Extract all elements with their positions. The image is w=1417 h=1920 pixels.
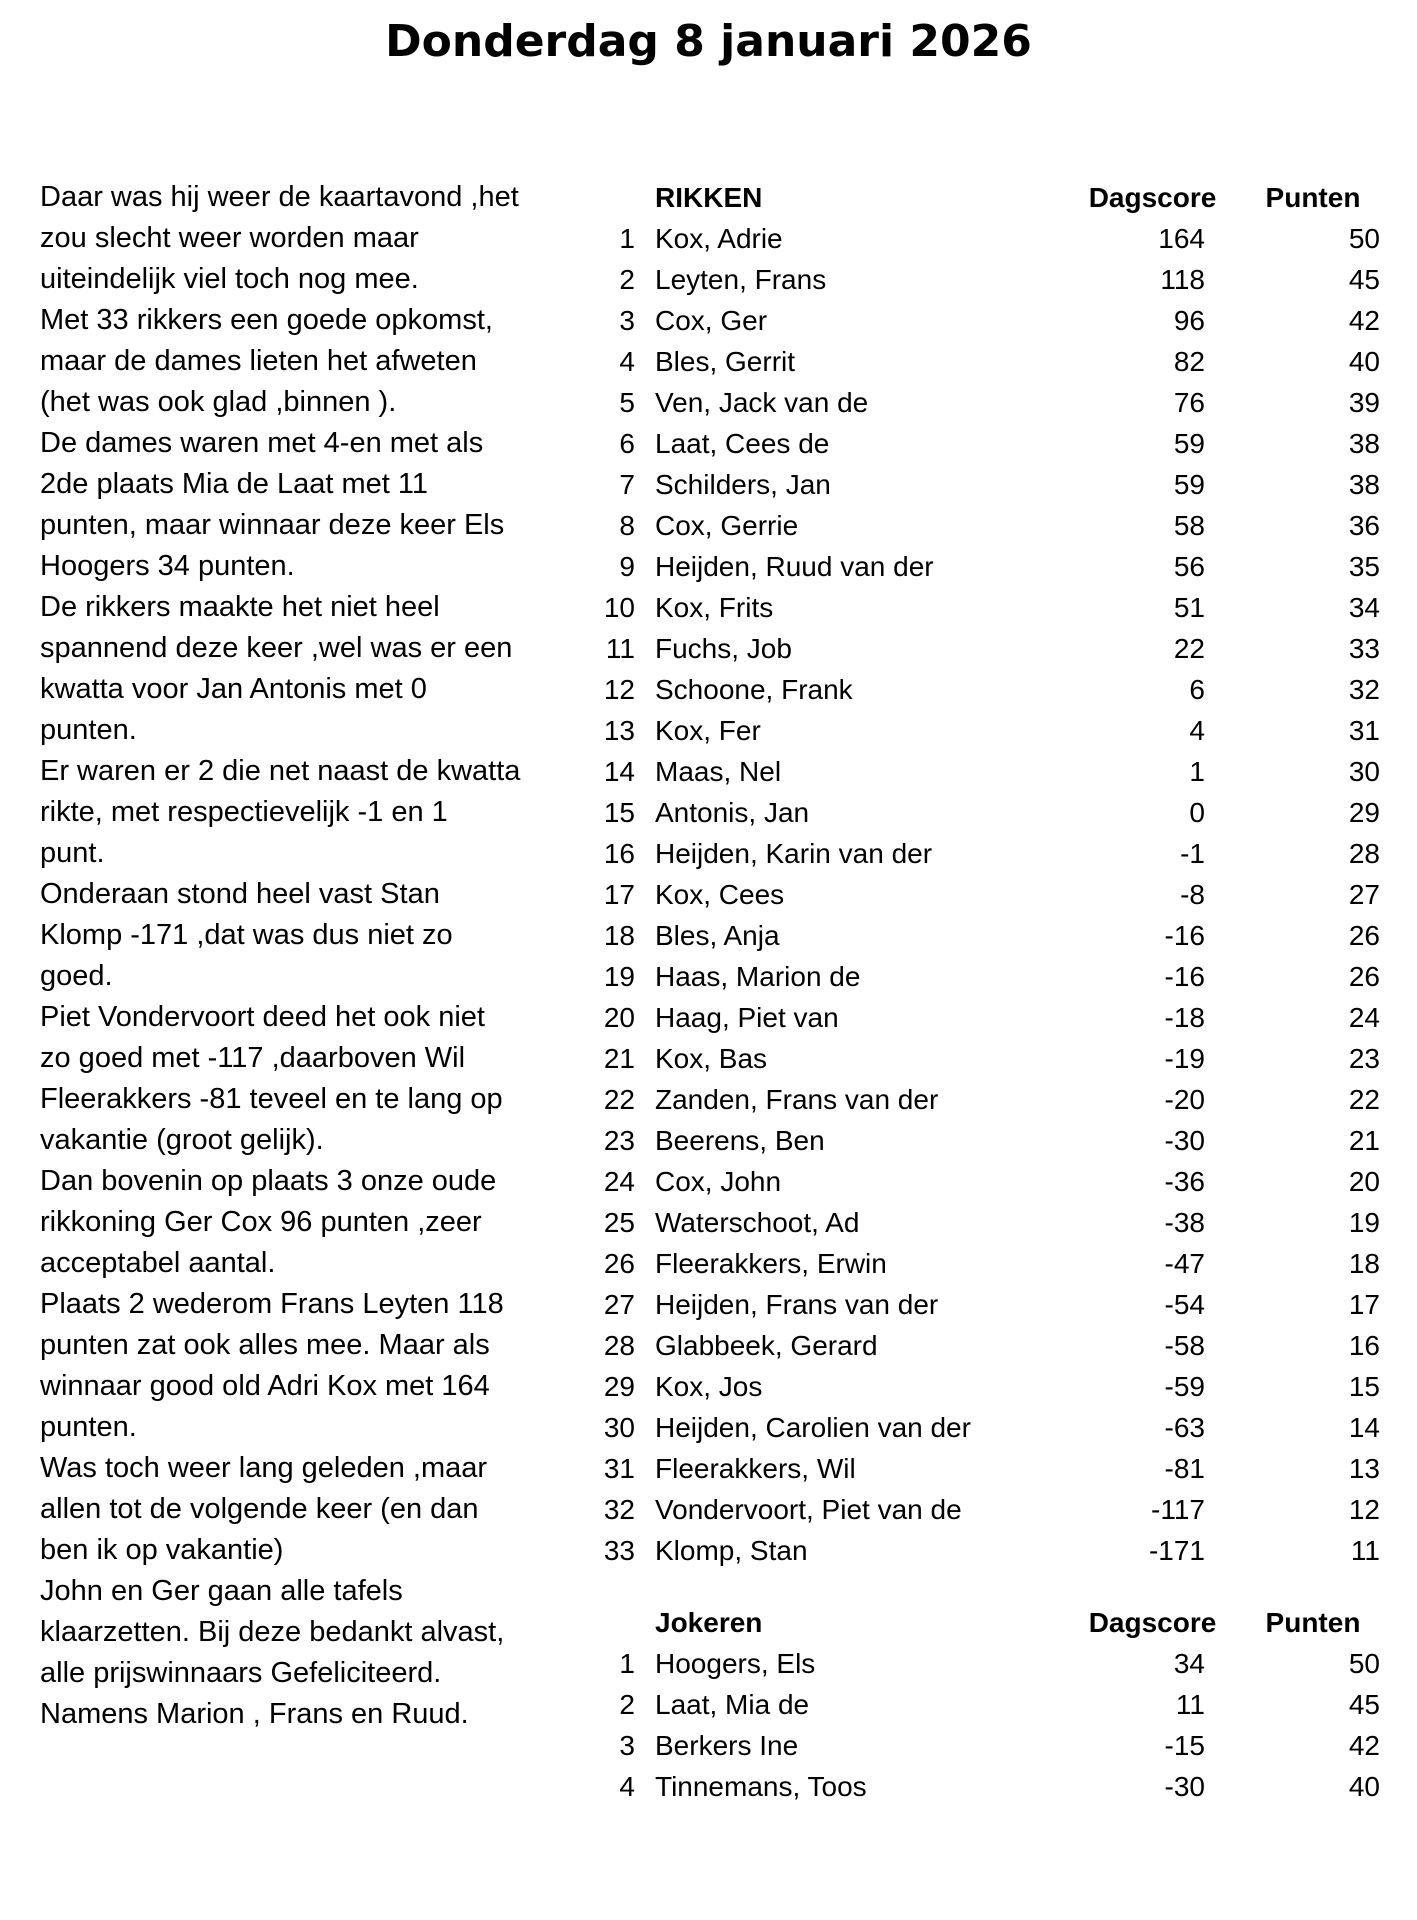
- story-line: alle prijswinnaars Gefeliciteerd.: [40, 1657, 442, 1689]
- rikken-punten-cell: 32: [1348, 674, 1380, 705]
- rikken-dagscore-cell: -30: [1164, 1125, 1205, 1156]
- story-line: rikkoning Ger Cox 96 punten ,zeer: [40, 1206, 482, 1238]
- rikken-punten-cell: 29: [1348, 797, 1380, 828]
- rikken-rank-cell: 6: [619, 428, 635, 459]
- rikken-rank-cell: 24: [603, 1166, 635, 1197]
- rikken-dagscore-cell: 164: [1158, 223, 1205, 254]
- rikken-punten-cell: 23: [1348, 1043, 1380, 1074]
- rikken-punten-cell: 24: [1348, 1002, 1380, 1033]
- rikken-dagscore-cell: -171: [1148, 1535, 1205, 1566]
- table-row: [590, 1120, 1380, 1161]
- rikken-rank-cell: 31: [603, 1453, 635, 1484]
- rikken-punten-cell: 17: [1348, 1289, 1380, 1320]
- jokeren-rank-cell: 3: [619, 1730, 635, 1761]
- rikken-punten-cell: 19: [1348, 1207, 1380, 1238]
- rikken-dagscore-cell: 59: [1173, 469, 1205, 500]
- story-line: zou slecht weer worden maar: [40, 222, 419, 254]
- story-line: Met 33 rikkers een goede opkomst,: [40, 304, 493, 336]
- table-row: [590, 1038, 1380, 1079]
- story-line: spannend deze keer ,wel was er een: [40, 632, 513, 664]
- table-row: [590, 915, 1380, 956]
- rikken-rank-cell: 2: [619, 264, 635, 295]
- rikken-dagscore-cell: -18: [1164, 1002, 1205, 1033]
- rikken-punten-cell: 26: [1348, 920, 1380, 951]
- rikken-dagscore-cell: 76: [1173, 387, 1205, 418]
- table-row: [590, 300, 1380, 341]
- story-line: De dames waren met 4-en met als: [40, 427, 484, 459]
- rikken-punten-cell: 30: [1348, 756, 1380, 787]
- rikken-header-row: [590, 177, 1380, 218]
- rikken-rank-cell: 25: [603, 1207, 635, 1238]
- jokeren-header-row: [590, 1602, 1380, 1643]
- table-row: [590, 546, 1380, 587]
- rikken-dagscore-cell: 59: [1173, 428, 1205, 459]
- rikken-name-cell: Kox, Jos: [655, 1371, 763, 1402]
- jokeren-punten-cell: 50: [1348, 1648, 1380, 1679]
- table-row: [590, 628, 1380, 669]
- rikken-dagscore-cell: 1: [1189, 756, 1205, 787]
- rikken-dagscore-cell: 6: [1189, 674, 1205, 705]
- rikken-name-cell: Kox, Bas: [655, 1043, 768, 1074]
- rikken-punten-cell: 35: [1348, 551, 1380, 582]
- story-line: kwatta voor Jan Antonis met 0: [40, 673, 427, 705]
- table-row: [590, 587, 1380, 628]
- table-row: [590, 792, 1380, 833]
- story-line: goed.: [40, 960, 113, 992]
- rikken-rank-cell: 27: [603, 1289, 635, 1320]
- table-row: [590, 997, 1380, 1038]
- rikken-punten-cell: 28: [1348, 838, 1380, 869]
- table-row: [590, 1448, 1380, 1489]
- rikken-dagscore-cell: 0: [1189, 797, 1205, 828]
- table-row: [590, 751, 1380, 792]
- story-line: acceptabel aantal.: [40, 1247, 276, 1279]
- rikken-name-cell: Schilders, Jan: [655, 469, 831, 500]
- story-line: uiteindelijk viel toch nog mee.: [40, 263, 419, 295]
- story-line: punten.: [40, 1411, 137, 1443]
- table-row: [590, 1079, 1380, 1120]
- rikken-dagscore-cell: -47: [1164, 1248, 1205, 1279]
- rikken-name-cell: Heijden, Karin van der: [655, 838, 933, 869]
- rikken-punten-cell: 13: [1348, 1453, 1380, 1484]
- table-row: [590, 1643, 1380, 1684]
- rikken-dagscore-cell: 96: [1173, 305, 1205, 336]
- rikken-punten-cell: 15: [1348, 1371, 1380, 1402]
- rikken-rank-cell: 33: [603, 1535, 635, 1566]
- story-line: zo goed met -117 ,daarboven Wil: [40, 1042, 466, 1074]
- rikken-name-cell: Heijden, Carolien van der: [655, 1412, 971, 1443]
- story-line: vakantie (groot gelijk).: [40, 1124, 324, 1156]
- rikken-punten-cell: 50: [1348, 223, 1380, 254]
- rikken-punten-cell: 14: [1348, 1412, 1380, 1443]
- story-line: Hoogers 34 punten.: [40, 550, 295, 582]
- rikken-name-cell: Heijden, Ruud van der: [655, 551, 934, 582]
- rikken-punten-cell: 18: [1348, 1248, 1380, 1279]
- rikken-punten-cell: 26: [1348, 961, 1380, 992]
- rikken-name-cell: Vondervoort, Piet van de: [655, 1494, 962, 1525]
- rikken-rank-cell: 11: [605, 633, 635, 664]
- rikken-name-cell: Glabbeek, Gerard: [655, 1330, 878, 1361]
- rikken-rank-cell: 19: [603, 961, 635, 992]
- jokeren-name-cell: Berkers Ine: [655, 1730, 799, 1761]
- rikken-dagscore-cell: -1: [1180, 838, 1205, 869]
- rikken-punten-cell: 20: [1348, 1166, 1380, 1197]
- table-row: [590, 1366, 1380, 1407]
- story-line: Was toch weer lang geleden ,maar: [40, 1452, 488, 1484]
- rikken-rank-cell: 15: [603, 797, 635, 828]
- rikken-punten-cell: 11: [1350, 1535, 1380, 1566]
- table-row: [590, 1489, 1380, 1530]
- rikken-punten-cell: 36: [1348, 510, 1380, 541]
- page-title: Donderdag 8 januari 2026: [385, 16, 1032, 67]
- jokeren-name-cell: Hoogers, Els: [655, 1648, 816, 1679]
- table-row: [590, 1407, 1380, 1448]
- rikken-rank-cell: 12: [603, 674, 635, 705]
- rikken-name-cell: Kox, Cees: [655, 879, 785, 910]
- rikken-rank-cell: 7: [619, 469, 635, 500]
- jokeren-punten-cell: 45: [1348, 1689, 1380, 1720]
- story-line: De rikkers maakte het niet heel: [40, 591, 440, 623]
- jokeren-rank-cell: 2: [619, 1689, 635, 1720]
- table-row: [590, 423, 1380, 464]
- story-line: punt.: [40, 837, 105, 869]
- table-row: [590, 1530, 1380, 1571]
- story-line: Er waren er 2 die net naast de kwatta: [40, 755, 521, 787]
- rikken-rank-cell: 21: [603, 1043, 635, 1074]
- rikken-name-cell: Haag, Piet van: [655, 1002, 839, 1033]
- rikken-name-cell: Antonis, Jan: [655, 797, 810, 828]
- story-line: rikte, met respectievelijk -1 en 1: [40, 796, 448, 828]
- rikken-rank-cell: 13: [603, 715, 635, 746]
- rikken-dagscore-cell: -38: [1164, 1207, 1205, 1238]
- rikken-name-cell: Fleerakkers, Wil: [655, 1453, 856, 1484]
- story-line: Klomp -171 ,dat was dus niet zo: [40, 919, 453, 951]
- rikken-punten-cell: 31: [1348, 715, 1380, 746]
- rikken-punten-cell: 22: [1348, 1084, 1380, 1115]
- rikken-rank-cell: 5: [619, 387, 635, 418]
- rikken-rank-cell: 3: [619, 305, 635, 336]
- table-row: [590, 1725, 1380, 1766]
- rikken-rank-cell: 22: [603, 1084, 635, 1115]
- rikken-name-cell: Ven, Jack van de: [655, 387, 869, 418]
- rikken-punten-cell: 40: [1348, 346, 1380, 377]
- story-line: allen tot de volgende keer (en dan: [40, 1493, 479, 1525]
- rikken-punten-cell: 45: [1348, 264, 1380, 295]
- rikken-punten-cell: 38: [1348, 428, 1380, 459]
- rikken-punten-cell: 42: [1348, 305, 1380, 336]
- story-line: klaarzetten. Bij deze bedankt alvast,: [40, 1616, 505, 1648]
- jokeren-dagscore-cell: 11: [1175, 1689, 1205, 1720]
- rikken-col-dagscore: Dagscore: [1088, 182, 1217, 213]
- table-row: [590, 1325, 1380, 1366]
- story-line: (het was ook glad ,binnen ).: [40, 386, 397, 418]
- rikken-rank-cell: 18: [603, 920, 635, 951]
- rikken-dagscore-cell: -19: [1164, 1043, 1205, 1074]
- rikken-dagscore-cell: -117: [1151, 1494, 1205, 1525]
- rikken-dagscore-cell: 22: [1173, 633, 1205, 664]
- story-line: maar de dames lieten het afweten: [40, 345, 477, 377]
- rikken-rank-cell: 26: [603, 1248, 635, 1279]
- table-row: [590, 669, 1380, 710]
- rikken-punten-cell: 39: [1348, 387, 1380, 418]
- jokeren-name-cell: Tinnemans, Toos: [655, 1771, 867, 1802]
- rikken-name-cell: Bles, Gerrit: [655, 346, 796, 377]
- rikken-dagscore-cell: -8: [1180, 879, 1205, 910]
- rikken-dagscore-cell: 58: [1173, 510, 1205, 541]
- story-line: Daar was hij weer de kaartavond ,het: [40, 181, 519, 213]
- table-row: [590, 956, 1380, 997]
- rikken-dagscore-cell: -81: [1164, 1453, 1205, 1484]
- rikken-punten-cell: 33: [1348, 633, 1380, 664]
- rikken-punten-cell: 12: [1348, 1494, 1380, 1525]
- story-line: Dan bovenin op plaats 3 onze oude: [40, 1165, 497, 1197]
- rikken-punten-cell: 21: [1348, 1125, 1380, 1156]
- rikken-dagscore-cell: -16: [1164, 961, 1205, 992]
- jokeren-rank-cell: 1: [619, 1648, 635, 1679]
- jokeren-dagscore-cell: -30: [1164, 1771, 1205, 1802]
- rikken-name-cell: Kox, Frits: [655, 592, 774, 623]
- rikken-dagscore-cell: -59: [1164, 1371, 1205, 1402]
- jokeren-punten-cell: 40: [1348, 1771, 1380, 1802]
- rikken-name-cell: Klomp, Stan: [655, 1535, 808, 1566]
- table-row: [590, 259, 1380, 300]
- rikken-punten-cell: 27: [1348, 879, 1380, 910]
- table-row: [590, 1684, 1380, 1725]
- rikken-rank-cell: 20: [603, 1002, 635, 1033]
- jokeren-col-punten: Punten: [1265, 1607, 1361, 1638]
- table-row: [590, 1284, 1380, 1325]
- table-row: [590, 710, 1380, 751]
- rikken-rank-cell: 1: [619, 223, 635, 254]
- rikken-dagscore-cell: -58: [1164, 1330, 1205, 1361]
- story-line: Namens Marion , Frans en Ruud.: [40, 1698, 469, 1730]
- table-row: [590, 341, 1380, 382]
- rikken-rank-cell: 32: [603, 1494, 635, 1525]
- rikken-rank-cell: 4: [619, 346, 635, 377]
- rikken-name-cell: Cox, John: [655, 1166, 782, 1197]
- rikken-dagscore-cell: -20: [1164, 1084, 1205, 1115]
- story-line: Piet Vondervoort deed het ook niet: [40, 1001, 485, 1033]
- rikken-dagscore-cell: 82: [1173, 346, 1205, 377]
- story-line: punten zat ook alles mee. Maar als: [40, 1329, 490, 1361]
- rikken-name-cell: Zanden, Frans van der: [655, 1084, 939, 1115]
- story-line: winnaar good old Adri Kox met 164: [40, 1370, 490, 1402]
- rikken-dagscore-cell: -16: [1164, 920, 1205, 951]
- rikken-rank-cell: 30: [603, 1412, 635, 1443]
- jokeren-col-dagscore: Dagscore: [1088, 1607, 1217, 1638]
- rikken-name-cell: Cox, Ger: [655, 305, 768, 336]
- table-row: [590, 1161, 1380, 1202]
- jokeren-punten-cell: 42: [1348, 1730, 1380, 1761]
- story-line: punten, maar winnaar deze keer Els: [40, 509, 505, 541]
- rikken-punten-cell: 16: [1348, 1330, 1380, 1361]
- rikken-name-cell: Waterschoot, Ad: [655, 1207, 860, 1238]
- rikken-name-cell: Heijden, Frans van der: [655, 1289, 939, 1320]
- rikken-name-cell: Bles, Anja: [655, 920, 780, 951]
- rikken-rank-cell: 16: [603, 838, 635, 869]
- rikken-rank-cell: 10: [603, 592, 635, 623]
- table-row: [590, 218, 1380, 259]
- rikken-rank-cell: 8: [619, 510, 635, 541]
- rikken-name-cell: Beerens, Ben: [655, 1125, 825, 1156]
- rikken-name-cell: Maas, Nel: [655, 756, 782, 787]
- rikken-table: [590, 177, 1380, 1571]
- rikken-rank-cell: 17: [603, 879, 635, 910]
- table-row: [590, 464, 1380, 505]
- table-row: [590, 874, 1380, 915]
- rikken-name-cell: Kox, Adrie: [655, 223, 783, 254]
- rikken-rank-cell: 14: [603, 756, 635, 787]
- story-text: [40, 177, 580, 1735]
- rikken-dagscore-cell: -63: [1164, 1412, 1205, 1443]
- rikken-dagscore-cell: 51: [1173, 592, 1205, 623]
- jokeren-dagscore-cell: -15: [1164, 1730, 1205, 1761]
- rikken-dagscore-cell: -54: [1164, 1289, 1205, 1320]
- story-line: Plaats 2 wederom Frans Leyten 118: [40, 1288, 504, 1320]
- rikken-dagscore-cell: 118: [1160, 264, 1205, 295]
- rikken-rank-cell: 28: [603, 1330, 635, 1361]
- jokeren-dagscore-cell: 34: [1173, 1648, 1205, 1679]
- jokeren-heading: Jokeren: [655, 1607, 763, 1638]
- rikken-rank-cell: 29: [603, 1371, 635, 1402]
- table-row: [590, 1766, 1380, 1807]
- story-line: Fleerakkers -81 teveel en te lang op: [40, 1083, 503, 1115]
- table-row: [590, 1243, 1380, 1284]
- table-row: [590, 505, 1380, 546]
- jokeren-name-cell: Laat, Mia de: [655, 1689, 810, 1720]
- rikken-dagscore-cell: 56: [1173, 551, 1205, 582]
- rikken-dagscore-cell: -36: [1164, 1166, 1205, 1197]
- rikken-punten-cell: 38: [1348, 469, 1380, 500]
- rikken-heading: RIKKEN: [655, 182, 763, 213]
- story-line: 2de plaats Mia de Laat met 11: [40, 468, 428, 500]
- story-line: punten.: [40, 714, 137, 746]
- table-row: [590, 1202, 1380, 1243]
- rikken-name-cell: Cox, Gerrie: [655, 510, 799, 541]
- rikken-rank-cell: 9: [619, 551, 635, 582]
- rikken-name-cell: Schoone, Frank: [655, 674, 853, 705]
- story-line: ben ik op vakantie): [40, 1534, 284, 1566]
- rikken-name-cell: Kox, Fer: [655, 715, 761, 746]
- rikken-col-punten: Punten: [1265, 182, 1361, 213]
- rikken-name-cell: Leyten, Frans: [655, 264, 827, 295]
- rikken-name-cell: Laat, Cees de: [655, 428, 830, 459]
- jokeren-table: [590, 1602, 1380, 1807]
- table-row: [590, 833, 1380, 874]
- jokeren-rank-cell: 4: [619, 1771, 635, 1802]
- rikken-punten-cell: 34: [1348, 592, 1380, 623]
- story-line: Onderaan stond heel vast Stan: [40, 878, 440, 910]
- rikken-rank-cell: 23: [603, 1125, 635, 1156]
- rikken-dagscore-cell: 4: [1189, 715, 1205, 746]
- story-line: John en Ger gaan alle tafels: [40, 1575, 403, 1607]
- rikken-name-cell: Fleerakkers, Erwin: [655, 1248, 887, 1279]
- rikken-name-cell: Fuchs, Job: [655, 633, 792, 664]
- rikken-name-cell: Haas, Marion de: [655, 961, 861, 992]
- table-row: [590, 382, 1380, 423]
